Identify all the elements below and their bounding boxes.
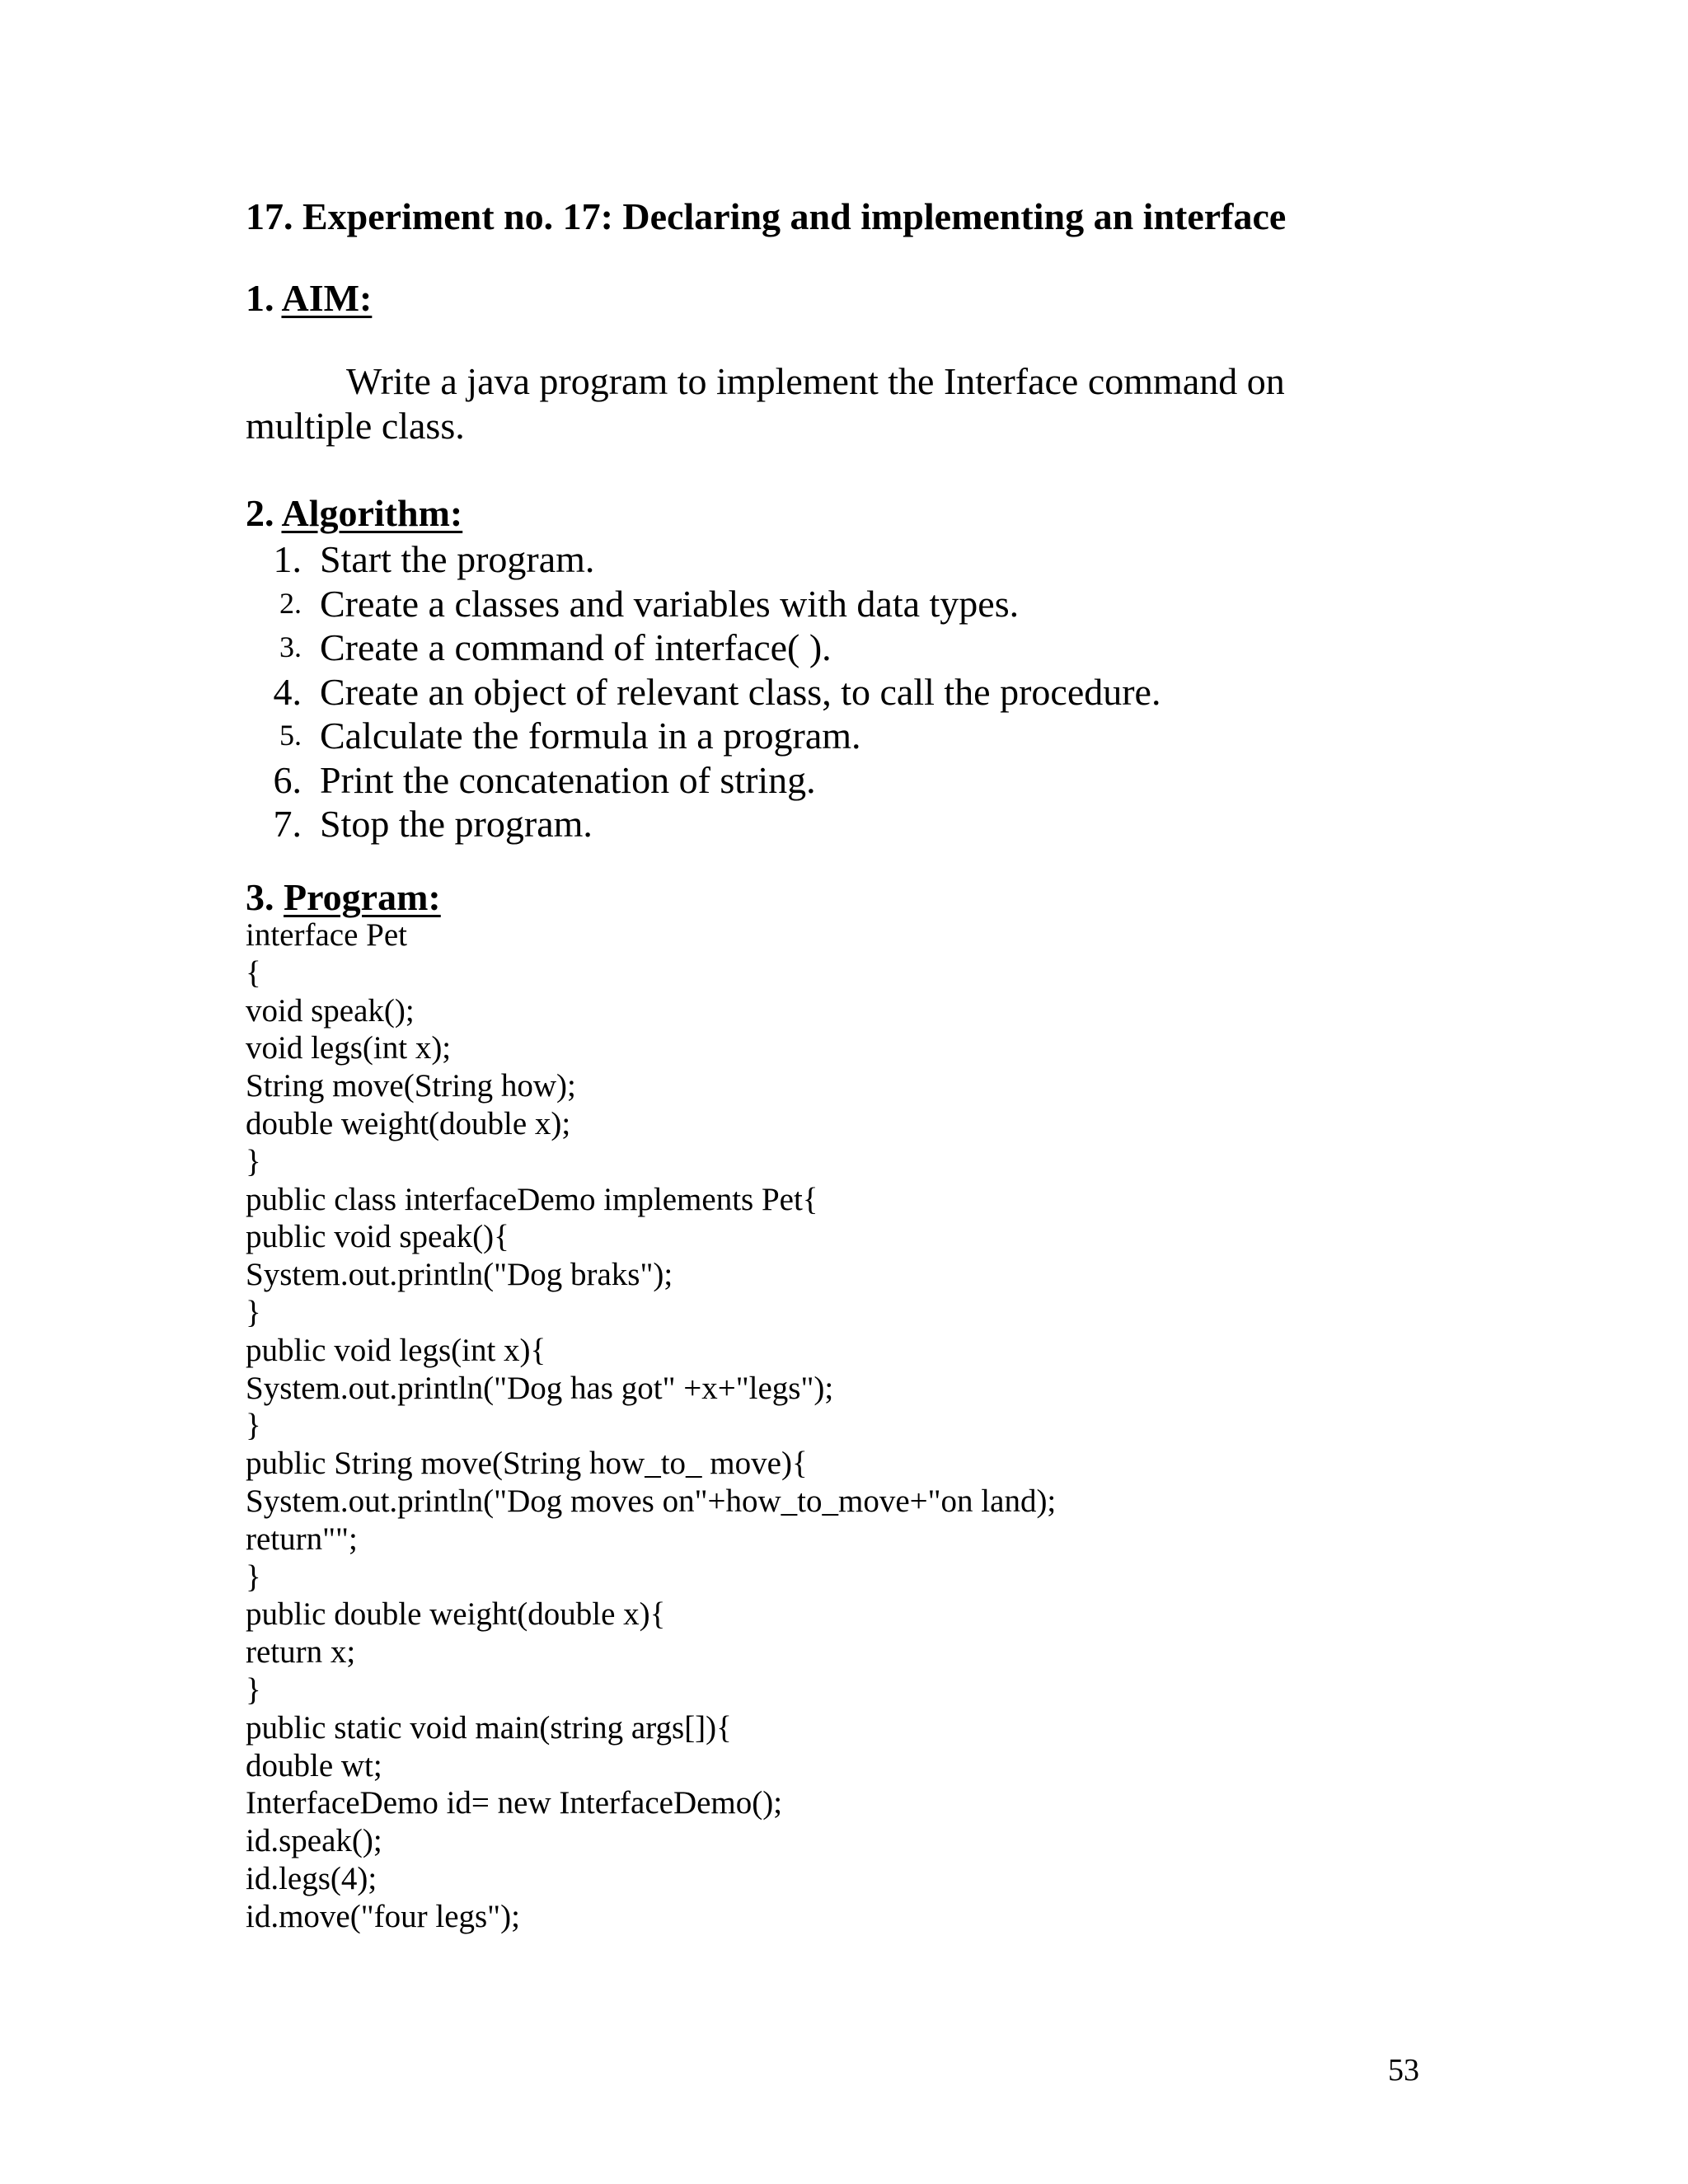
step-number: 2. <box>279 586 302 620</box>
code-line: double weight(double x); <box>246 1105 571 1141</box>
aim-text: Write a java program to implement the Interface command on multiple class. <box>246 360 1285 447</box>
algorithm-step <box>246 802 1160 846</box>
algorithm-steps <box>246 537 1160 846</box>
program-heading <box>246 875 441 919</box>
aim-heading-number: 1. <box>246 277 274 319</box>
code-line: public void legs(int x){ <box>246 1332 546 1368</box>
code-line: } <box>246 1143 261 1179</box>
step-text: Print the concatenation of string. <box>320 758 816 801</box>
algorithm-heading <box>246 491 462 535</box>
code-line: public double weight(double x){ <box>246 1596 666 1633</box>
page-number: 53 <box>1388 2053 1419 2088</box>
code-line: System.out.println("Dog has got" +x+"legs"); <box>246 1370 834 1406</box>
code-line: System.out.println("Dog moves on"+how_to_move+"on land); <box>246 1483 1057 1519</box>
step-number: 3. <box>279 630 302 663</box>
step-number: 4. <box>273 670 302 713</box>
program-heading-number: 3. <box>246 876 274 918</box>
step-text: Create a command of interface( ). <box>320 626 832 668</box>
step-text: Create an object of relevant class, to call the procedure. <box>320 670 1161 713</box>
code-line: } <box>246 1558 261 1595</box>
code-line: void legs(int x); <box>246 1030 452 1066</box>
code-line: String move(String how); <box>246 1068 576 1104</box>
code-line: public class interfaceDemo implements Pet{ <box>246 1181 818 1217</box>
code-line: return""; <box>246 1521 358 1557</box>
code-line: } <box>246 1671 261 1708</box>
code-line: id.speak(); <box>246 1823 382 1859</box>
step-number: 7. <box>273 803 302 845</box>
algorithm-step <box>246 582 1160 626</box>
experiment-title: 17. Experiment no. 17: Declaring and implementing an interface <box>246 195 1287 237</box>
code-line: void speak(); <box>246 992 415 1029</box>
step-number: 6. <box>273 758 302 801</box>
step-text: Calculate the formula in a program. <box>320 715 861 757</box>
code-line: { <box>246 954 261 991</box>
aim-heading-label: AIM: <box>281 277 373 319</box>
code-line: return x; <box>246 1634 356 1671</box>
step-number: 1. <box>273 538 302 580</box>
algorithm-step <box>246 758 1160 803</box>
code-line: id.legs(4); <box>246 1860 377 1896</box>
code-line: double wt; <box>246 1747 382 1783</box>
step-text: Start the program. <box>320 538 595 580</box>
code-line: id.move("four legs"); <box>246 1898 520 1934</box>
algorithm-step <box>246 670 1160 715</box>
program-heading-label: Program: <box>284 876 441 918</box>
step-text: Create a classes and variables with data types. <box>320 582 1020 625</box>
step-number: 5. <box>279 719 302 752</box>
algorithm-heading-label: Algorithm: <box>281 492 463 534</box>
code-line: public String move(String how_to_ move){ <box>246 1446 808 1482</box>
algorithm-step <box>246 537 1160 582</box>
algorithm-step <box>246 714 1160 758</box>
program-code <box>246 916 1056 1936</box>
code-line: interface Pet <box>246 917 407 953</box>
algorithm-heading-number: 2. <box>246 492 274 534</box>
code-line: } <box>246 1408 261 1444</box>
step-text: Stop the program. <box>320 803 593 845</box>
code-line: System.out.println("Dog braks"); <box>246 1257 673 1293</box>
code-line: InterfaceDemo id= new InterfaceDemo(); <box>246 1785 783 1821</box>
aim-heading <box>246 276 372 320</box>
code-line: } <box>246 1294 261 1330</box>
code-line: public void speak(){ <box>246 1219 509 1255</box>
algorithm-step <box>246 626 1160 670</box>
code-line: public static void main(string args[]){ <box>246 1709 732 1746</box>
